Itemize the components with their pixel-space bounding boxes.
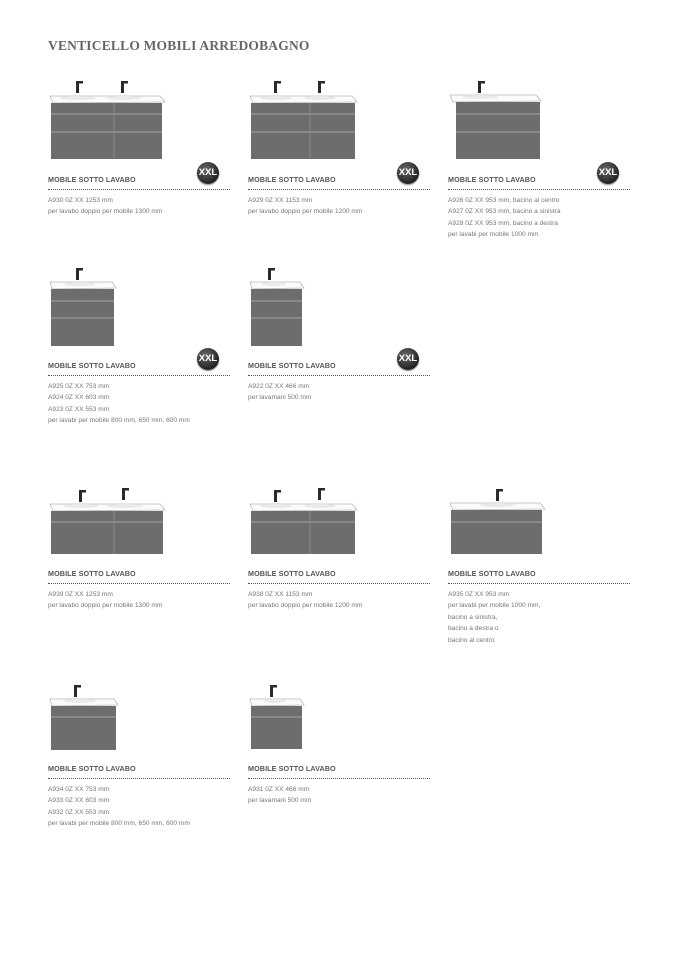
product-label: MOBILE SOTTO LAVABO	[448, 569, 536, 578]
product-label: MOBILE SOTTO LAVABO	[248, 764, 336, 773]
product-description	[248, 381, 311, 404]
product-description	[248, 784, 311, 807]
product-image-a931	[248, 667, 430, 751]
product-image-a922	[248, 264, 430, 348]
product-description	[48, 195, 162, 218]
desc-line: A935 0Z XX 953 mm	[448, 591, 510, 598]
desc-line: A931 0Z XX 466 mm	[248, 786, 310, 793]
product-image-a938	[248, 472, 430, 556]
desc-line: bacino al centro	[448, 636, 495, 644]
product-label: MOBILE SOTTO LAVABO	[48, 361, 136, 370]
xxl-badge: XXL	[397, 162, 419, 184]
dotted-divider	[248, 583, 430, 584]
product-image-a926	[448, 78, 630, 162]
dotted-divider	[248, 778, 430, 779]
xxl-badge: XXL	[197, 162, 219, 184]
product-label: MOBILE SOTTO LAVABO	[248, 175, 336, 184]
dotted-divider	[248, 189, 430, 190]
dotted-divider	[48, 583, 230, 584]
desc-line: per lavabi per mobile 1000 mm	[448, 231, 539, 239]
desc-line: A934 0Z XX 753 mm	[48, 786, 110, 793]
product-description	[248, 589, 362, 612]
product-label: MOBILE SOTTO LAVABO	[48, 569, 136, 578]
product-description	[48, 381, 190, 427]
product-card-a925	[48, 264, 230, 434]
desc-line: per lavamani 500 mm	[248, 394, 312, 402]
desc-line: per lavabi per mobile 800 mm, 650 mm, 600 mm	[48, 417, 190, 425]
product-card-a935	[448, 472, 630, 652]
product-image-a930	[48, 78, 230, 162]
product-card-a929	[248, 78, 430, 218]
product-description	[248, 195, 362, 218]
desc-line: A923 0Z XX 553 mm	[48, 405, 110, 413]
product-card-a922	[248, 264, 430, 414]
product-card-a938	[248, 472, 430, 622]
xxl-badge: XXL	[397, 348, 419, 370]
product-image-a939	[48, 472, 230, 556]
product-image-a934	[48, 667, 230, 751]
product-description	[48, 589, 162, 612]
dotted-divider	[248, 375, 430, 376]
desc-line: A929 0Z XX 1153 mm	[248, 197, 313, 204]
desc-line: per lavabo doppio per mobile 1300 mm	[48, 208, 163, 216]
dotted-divider	[48, 375, 230, 376]
product-image-a925	[48, 264, 230, 348]
desc-line: A938 0Z XX 1153 mm	[248, 591, 313, 598]
desc-line: A928 0Z XX 953 mm, bacino a destra	[448, 219, 558, 227]
desc-line: bacino a destra o	[448, 625, 499, 633]
xxl-badge: XXL	[197, 348, 219, 370]
product-card-a931	[248, 667, 430, 817]
product-image-a929	[248, 78, 430, 162]
desc-line: per lavamani 500 mm	[248, 797, 312, 805]
desc-line: per lavabi per mobile 1000 mm,	[448, 602, 541, 610]
xxl-badge: XXL	[597, 162, 619, 184]
product-label: MOBILE SOTTO LAVABO	[48, 764, 136, 773]
product-description	[448, 589, 540, 646]
desc-line: A930 0Z XX 1253 mm	[48, 197, 113, 204]
product-image-a935	[448, 472, 630, 556]
product-label: MOBILE SOTTO LAVABO	[248, 569, 336, 578]
dotted-divider	[48, 778, 230, 779]
dotted-divider	[448, 583, 630, 584]
desc-line: per lavabo doppio per mobile 1200 mm	[248, 208, 363, 216]
product-card-a926	[448, 78, 630, 248]
product-card-a930	[48, 78, 230, 218]
desc-line: A924 0Z XX 603 mm	[48, 394, 110, 402]
dotted-divider	[448, 189, 630, 190]
product-label: MOBILE SOTTO LAVABO	[248, 361, 336, 370]
desc-line: per lavabo doppio per mobile 1300 mm	[48, 602, 163, 610]
product-label: MOBILE SOTTO LAVABO	[448, 175, 536, 184]
desc-line: A927 0Z XX 953 mm, bacino a sinistra	[448, 208, 561, 216]
product-label: MOBILE SOTTO LAVABO	[48, 175, 136, 184]
desc-line: per lavabi per mobile 800 mm, 650 mm, 600 mm	[48, 820, 190, 828]
desc-line: bacino a sinistra,	[448, 613, 498, 621]
product-card-a939	[48, 472, 230, 622]
dotted-divider	[48, 189, 230, 190]
product-card-a934	[48, 667, 230, 837]
desc-line: A933 0Z XX 603 mm	[48, 797, 110, 805]
desc-line: A932 0Z XX 553 mm	[48, 808, 110, 816]
product-description	[448, 195, 561, 241]
desc-line: A939 0Z XX 1253 mm	[48, 591, 113, 598]
product-description	[48, 784, 190, 830]
desc-line: A925 0Z XX 753 mm	[48, 383, 110, 390]
page-title: VENTICELLO MOBILI ARREDOBAGNO	[48, 38, 310, 53]
desc-line: A926 0Z XX 953 mm, bacino al centro	[448, 197, 560, 204]
desc-line: per lavabo doppio per mobile 1200 mm	[248, 602, 363, 610]
desc-line: A922 0Z XX 466 mm	[248, 383, 310, 390]
